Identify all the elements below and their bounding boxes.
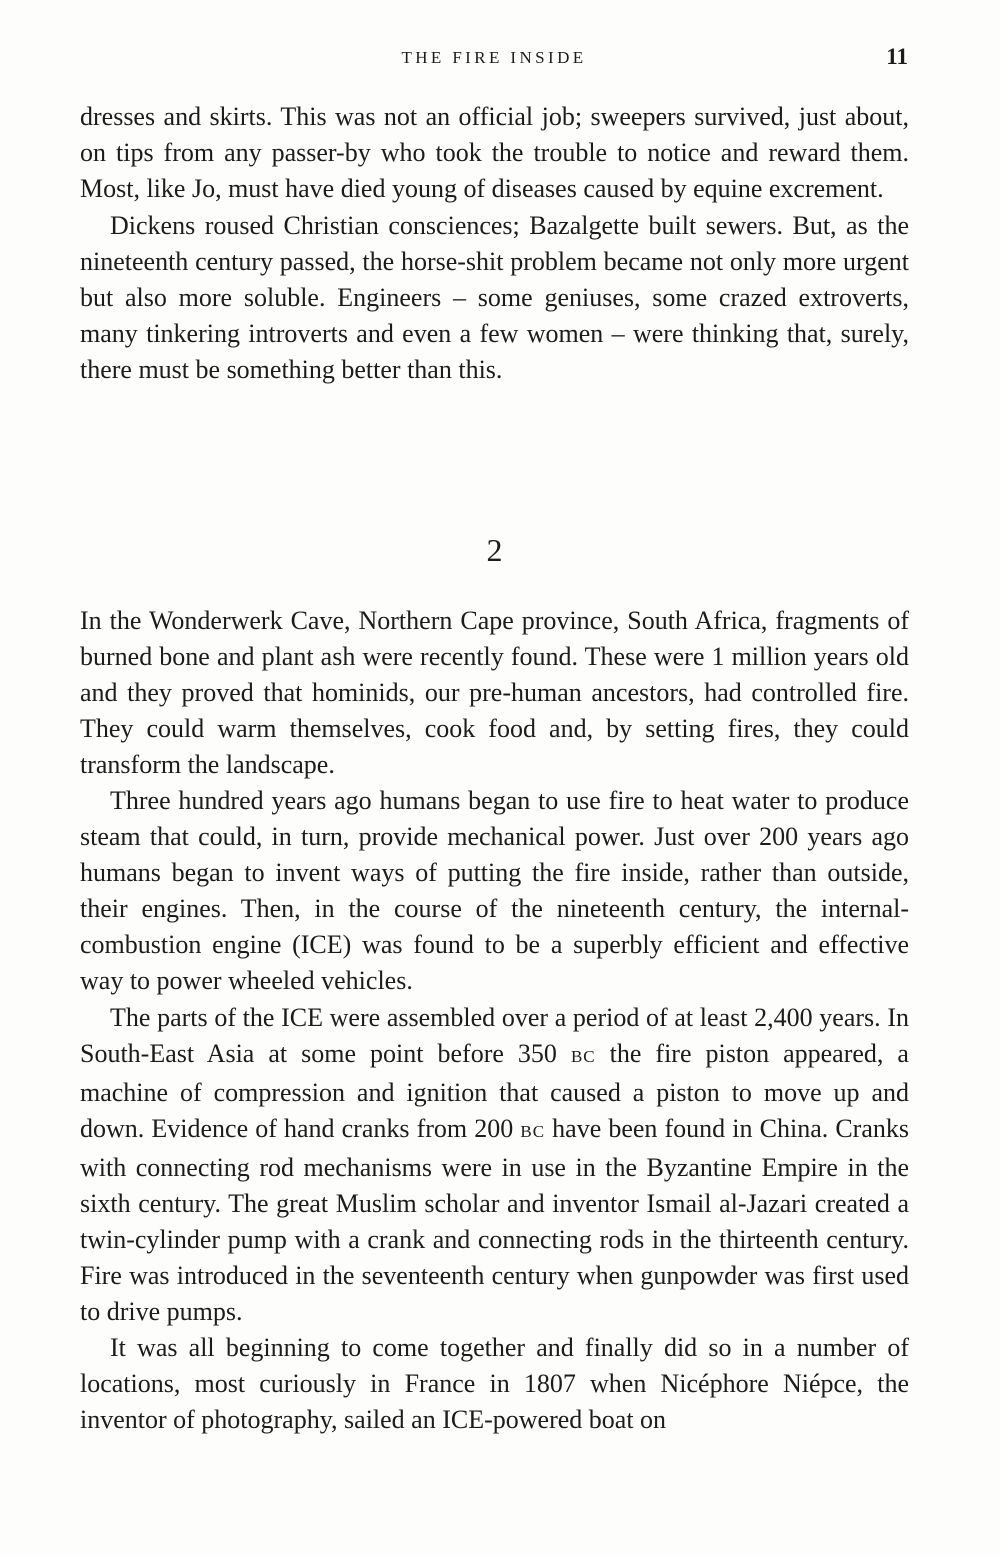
- running-head: [80, 44, 908, 74]
- paragraph-text: The parts of the ICE were assembled over a period of at least 2,400 years. In South-East Asia at some point before 350: [80, 1002, 909, 1068]
- running-title: THE FIRE INSIDE: [401, 48, 587, 67]
- paragraph: Three hundred years ago humans began to use fire to heat water to produce steam that could, in turn, provide mechanical power. Just over 200 years ago humans began to invent ways of putting the fire inside, rather than outside, their engines. Then, in the course of the nineteenth century, the internal-combustion engine (ICE) was found to be a superbly efficient and effective way to power wheeled vehicles.: [80, 786, 909, 996]
- paragraph: Dickens roused Christian consciences; Bazalgette built sewers. But, as the nineteenth century passed, the horse-shit problem became not only more urgent but also more soluble. Engineers – some geniuses, some crazed extroverts, many tinkering introverts and even a few women – were thinking that, surely, there must be something better than this.: [80, 210, 909, 385]
- page-number: 11: [886, 44, 908, 69]
- paragraph-text: have been found in China. Cranks with connecting rod mechanisms were in use in the Byzantine Empire in the sixth century. The great Muslim scholar and inventor Ismail al-Jazari created a twin-cylinder pump with a crank and connecting rods in the thirteenth century. Fire was introduced in the seventeenth century when gunpowder was first used to drive pumps.: [80, 1113, 909, 1326]
- paragraph: In the Wonderwerk Cave, Northern Cape province, South Africa, fragments of burned bone and plant ash were recently found. These were 1 million years old and they proved that hominids, our pre-human ancestors, had controlled fire. They could warm themselves, cook food and, by setting fires, they could transform the landscape.: [80, 606, 909, 780]
- section-one-text: [80, 99, 909, 389]
- paragraph-text: the fire piston appeared, a machine of compression and ignition that caused a piston to move up and down. Evidence of hand cranks from 200: [80, 1038, 909, 1143]
- era-abbreviation: BC: [520, 1121, 546, 1141]
- paragraph: [80, 1000, 909, 1330]
- paragraph: It was all beginning to come together and finally did so in a number of locations, most curiously in France in 1807 when Nicéphore Niépce, the inventor of photography, sailed an ICE-powered boat on: [80, 1332, 909, 1435]
- paragraph: dresses and skirts. This was not an official job; sweepers survived, just about, on tips from any passer-by who took the trouble to notice and reward them. Most, like Jo, must have died young of diseases caused by equine excrement.: [80, 102, 909, 204]
- era-abbreviation: BC: [570, 1046, 596, 1066]
- section-two-text: [80, 603, 909, 1438]
- section-number: 2: [486, 532, 503, 568]
